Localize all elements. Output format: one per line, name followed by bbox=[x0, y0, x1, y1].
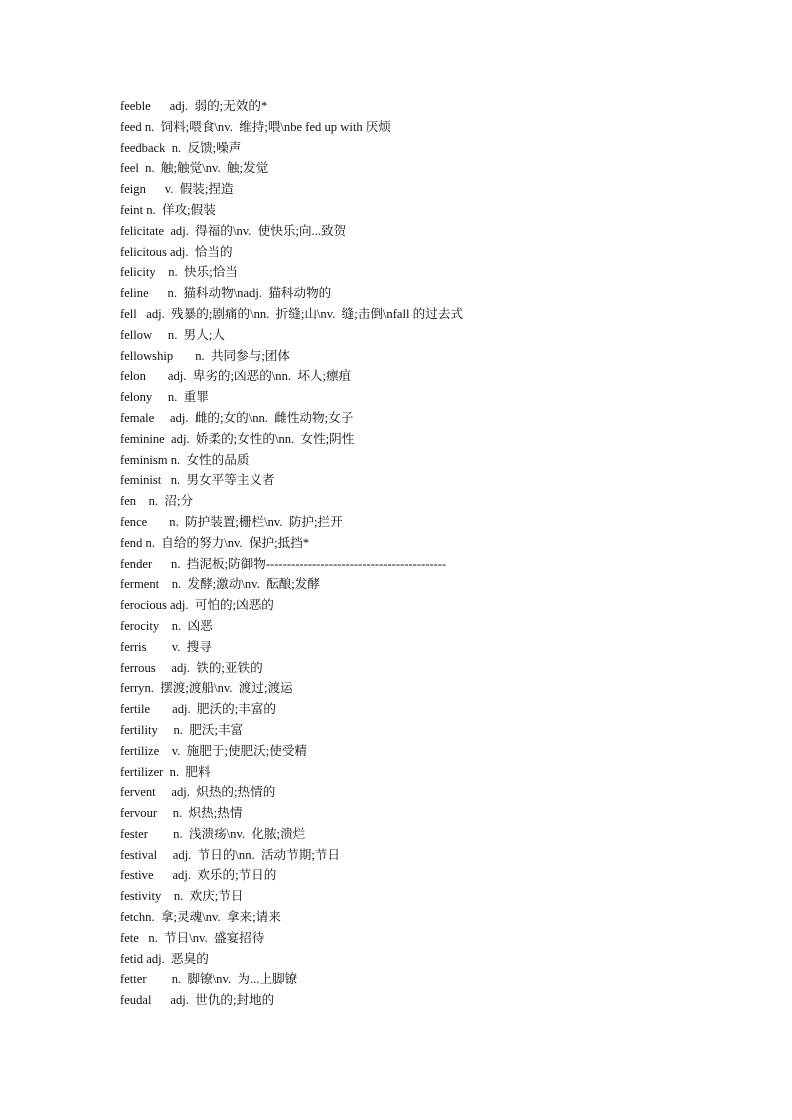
vocab-entry: fetchn. 拿;灵魂\nv. 拿来;请来 bbox=[120, 910, 281, 925]
vocab-entry: feudal adj. 世仇的;封地的 bbox=[120, 993, 275, 1008]
vocab-entry: fertilize v. 施肥于;使肥沃;使受精 bbox=[120, 743, 308, 758]
vocab-entry: felicitous adj. 恰当的 bbox=[120, 244, 233, 259]
vocab-entry: festive adj. 欢乐的;节日的 bbox=[120, 868, 277, 883]
vocab-entry: ferryn. 摆渡;渡船\nv. 渡过;渡运 bbox=[120, 681, 293, 696]
vocab-entry: fetter n. 脚镣\nv. 为...上脚镣 bbox=[120, 972, 298, 987]
vocab-entry: festival adj. 节日的\nn. 活动节期;节日 bbox=[120, 847, 341, 862]
vocab-entry: ferrous adj. 铁的;亚铁的 bbox=[120, 660, 263, 675]
vocab-entry: felony n. 重罪 bbox=[120, 390, 209, 405]
vocab-entry: feign v. 假装;捏造 bbox=[120, 182, 234, 197]
vocab-entry: fervent adj. 炽热的;热情的 bbox=[120, 785, 276, 800]
vocab-entry: feeble adj. 弱的;无效的* bbox=[120, 99, 268, 113]
vocab-entry: fellowship n. 共同参与;团体 bbox=[120, 348, 291, 363]
vocab-entry: felicitate adj. 得福的\nv. 使快乐;向...致贺 bbox=[120, 223, 347, 238]
vocab-entry: ferment n. 发酵;激动\nv. 酝酿;发酵 bbox=[120, 577, 320, 592]
vocabulary-list bbox=[120, 96, 760, 1011]
vocab-entry: fervour n. 炽热;热情 bbox=[120, 806, 243, 821]
vocab-entry: fen n. 沼;分 bbox=[120, 494, 194, 509]
vocab-entry: feminist n. 男女平等主义者 bbox=[120, 473, 275, 488]
vocab-entry: fester n. 浅溃疡\nv. 化脓;溃烂 bbox=[120, 826, 306, 841]
vocab-entry: fender n. 挡泥板;防御物------------------------------------------- bbox=[120, 556, 447, 571]
vocab-entry: felicity n. 快乐;恰当 bbox=[120, 265, 238, 280]
vocab-entry: ferris v. 搜寻 bbox=[120, 639, 212, 654]
vocab-entry: feed n. 饲料;喂食\nv. 维持;喂\nbe fed up with 厌烦 bbox=[120, 119, 391, 134]
vocab-entry: fell adj. 残暴的;剧痛的\nn. 折缝;山\nv. 缝;击倒\nfall 的过去式 bbox=[120, 306, 464, 321]
vocab-entry: fertility n. 肥沃;丰富 bbox=[120, 722, 244, 737]
vocab-entry: fend n. 自给的努力\nv. 保护;抵挡* bbox=[120, 535, 310, 550]
vocab-entry: feel n. 触;触觉\nv. 触;发觉 bbox=[120, 161, 269, 176]
vocab-entry: feline n. 猫科动物\nadj. 猫科动物的 bbox=[120, 286, 332, 301]
vocab-entry: feedback n. 反馈;噪声 bbox=[120, 140, 242, 155]
vocab-entry: fellow n. 男人;人 bbox=[120, 327, 225, 342]
vocab-entry: female adj. 雌的;女的\nn. 雌性动物;女子 bbox=[120, 410, 354, 425]
vocab-entry: feminism n. 女性的品质 bbox=[120, 452, 250, 467]
vocab-entry: fertilizer n. 肥料 bbox=[120, 764, 211, 779]
vocab-entry: fete n. 节日\nv. 盛宴招待 bbox=[120, 930, 265, 945]
vocab-entry: feint n. 佯攻;假装 bbox=[120, 202, 216, 217]
vocab-entry: fetid adj. 恶臭的 bbox=[120, 951, 209, 966]
vocab-entry: feminine adj. 娇柔的;女性的\nn. 女性;阴性 bbox=[120, 431, 355, 446]
vocab-entry: ferocious adj. 可怕的;凶恶的 bbox=[120, 598, 274, 613]
vocab-entry: felon adj. 卑劣的;凶恶的\nn. 坏人;瘭疽 bbox=[120, 369, 352, 384]
vocab-entry: festivity n. 欢庆;节日 bbox=[120, 889, 244, 904]
vocab-entry: fertile adj. 肥沃的;丰富的 bbox=[120, 702, 276, 717]
vocab-entry: ferocity n. 凶恶 bbox=[120, 618, 213, 633]
vocab-entry: fence n. 防护装置;栅栏\nv. 防护;拦开 bbox=[120, 514, 343, 529]
